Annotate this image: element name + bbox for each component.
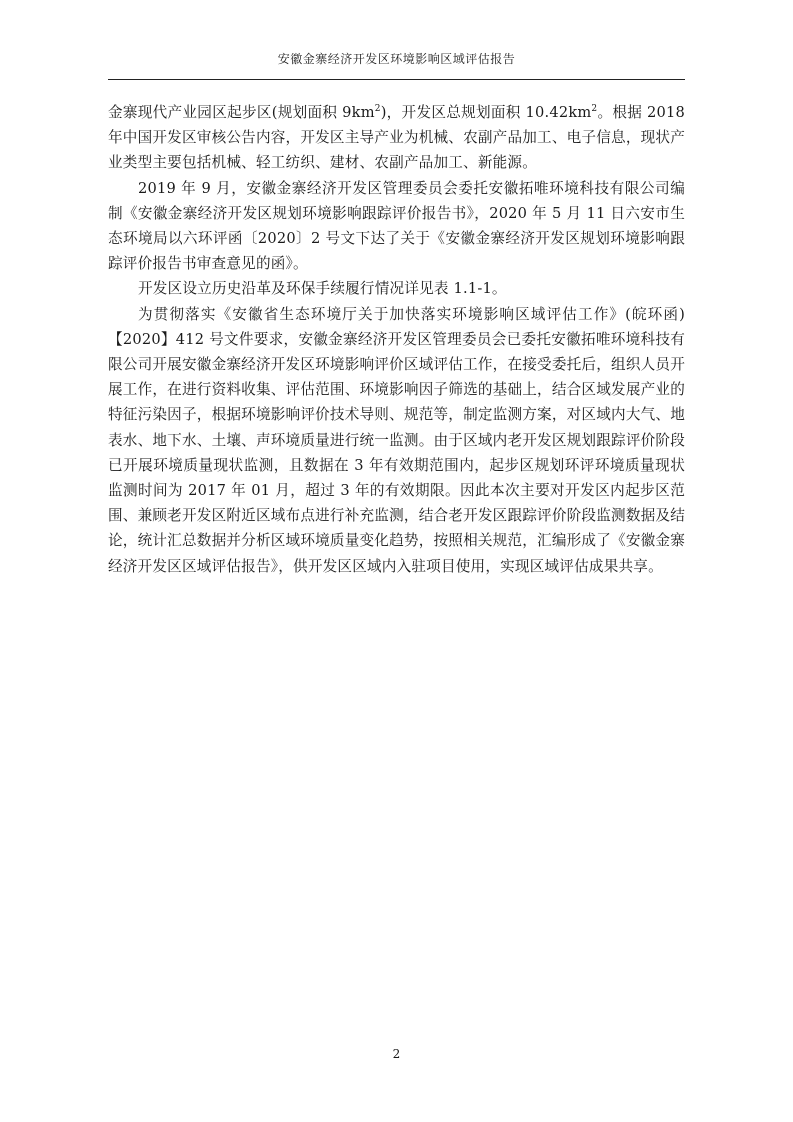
page-header-title: 安徽金寨经济开发区环境影响区域评估报告 <box>277 52 516 66</box>
paragraph-text: 。根据 2018 年中国开发区审核公告内容，开发区主导产业为机械、农副产品加工、电子信息，现状产业类型主要包括机械、轻工纺织、建材、农副产品加工、新能源。 <box>108 104 685 172</box>
header-divider <box>108 79 685 80</box>
superscript: 2 <box>374 104 381 115</box>
document-body <box>108 100 685 579</box>
superscript: 2 <box>591 104 598 115</box>
page-number: 2 <box>392 1047 401 1061</box>
paragraph-tracking-evaluation: 2019 年 9 月，安徽金寨经济开发区管理委员会委托安徽拓唯环境科技有限公司编制《安徽金寨经济开发区规划环境影响跟踪评价报告书》，2020 年 5 月 11 日六安市生态环境局以六环评函〔2020〕2 号文下达了关于《安徽金寨经济开发区规划环境影响跟踪评价报告书审查意见的函》。 <box>108 179 685 273</box>
paragraph-text: )，开发区总规划面积 10.42km <box>380 104 592 121</box>
paragraph-text: 金寨现代产业园区起步区(规划面积 9km <box>108 104 375 121</box>
paragraph-park-overview <box>108 100 685 176</box>
paragraph-regional-assessment: 为贯彻落实《安徽省生态环境厅关于加快落实环境影响区域评估工作》(皖环函)【2020】412 号文件要求，安徽金寨经济开发区管理委员会已委托安徽拓唯环境科技有限公司开展安徽金寨经济开发区环境影响评价区域评估工作，在接受委托后，组织人员开展工作，在进行资料收集、评估范围、环境影响因子筛选的基础上，结合区域发展产业的特征污染因子，根据环境影响评价技术导则、规范等，制定监测方案，对区域内大气、地表水、地下水、土壤、声环境质量进行统一监测。由于区域内老开发区规划跟踪评价阶段已开展环境质量现状监测，且数据在 3 年有效期范围内，起步区规划环评环境质量现状监测时间为 2017 年 01 月，超过 3 年的有效期限。因此本次主要对开发区内起步区范围、兼顾老开发区附近区域布点进行补充监测，结合老开发区跟踪评价阶段监测数据及结论，统计汇总数据并分析区域环境质量变化趋势，按照相关规范，汇编形成了《安徽金寨经济开发区区域评估报告》，供开发区区域内入驻项目使用，实现区域评估成果共享。 <box>108 305 685 575</box>
paragraph-history-reference: 开发区设立历史沿革及环保手续履行情况详见表 1.1-1。 <box>138 280 507 298</box>
